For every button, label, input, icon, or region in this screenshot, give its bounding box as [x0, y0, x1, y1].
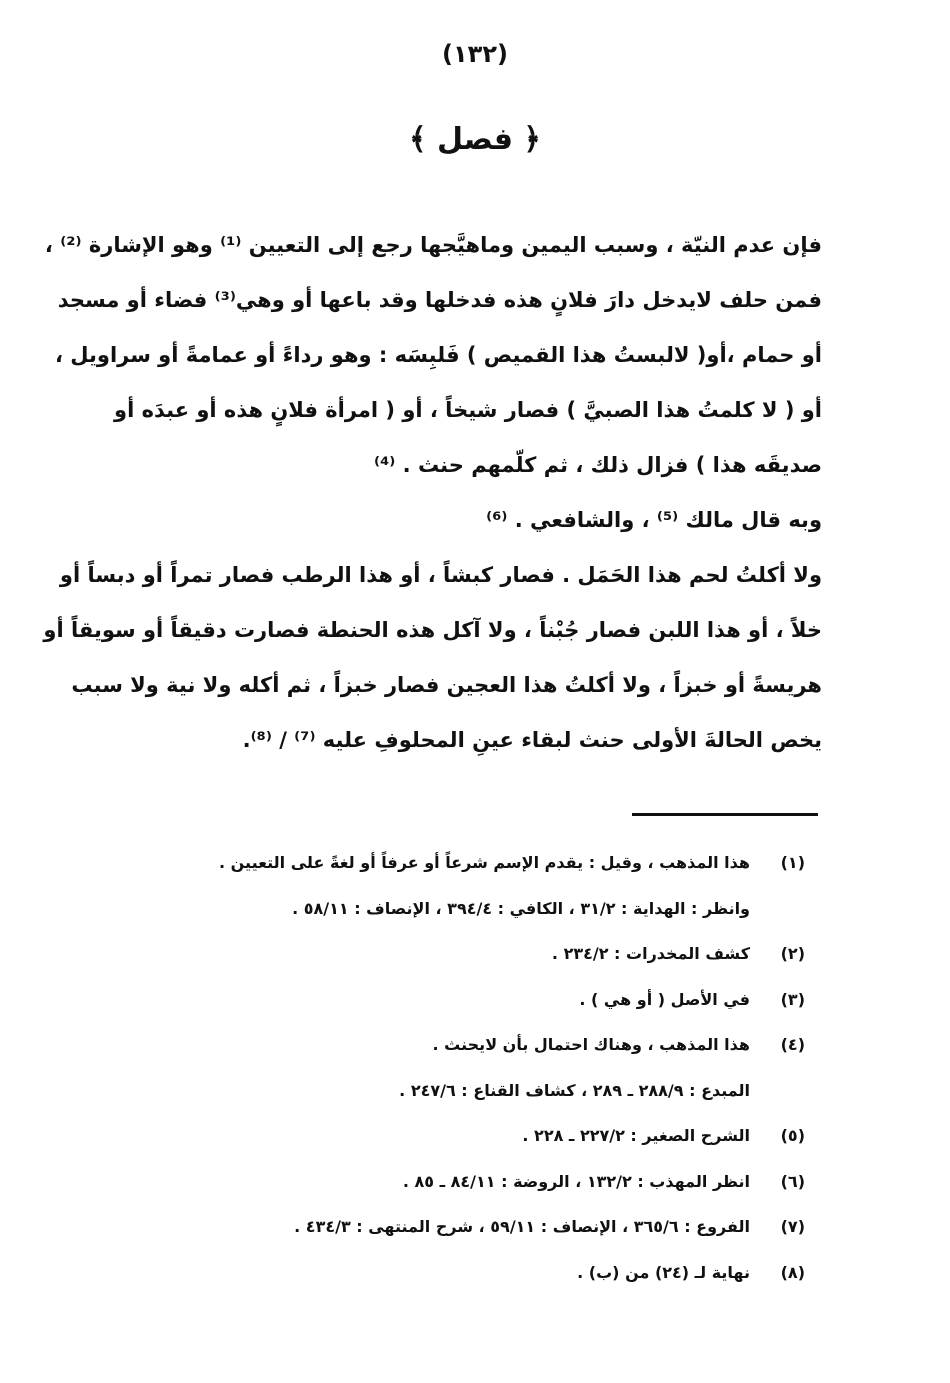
footnote-text: وانظر : الهداية : ٣١/٢ ، الكافي : ٣٩٤/٤ ، الإنصاف : ٥٨/١١ . — [292, 898, 750, 918]
text-line: فمن حلف لايدخل دارَ فلانٍ هذه فدخلها وقد باعها أو وهي⁽³⁾ فضاء أو مسجد — [57, 288, 822, 312]
footnote-row — [185, 1250, 805, 1296]
footnote-text: هذا المذهب ، وقيل : يقدم الإسم شرعاً أو عرفاً أو لغةً على التعيين . — [218, 853, 750, 872]
footnote-text: المبدع : ٢٨٨/٩ ـ ٢٨٩ ، كشاف القناع : ٢٤٧/٦ . — [399, 1080, 750, 1100]
footnote-text: كشف المخدرات : ٢٣٤/٢ . — [551, 944, 750, 963]
footnote-text: في الأصل ( أو هي ) . — [579, 989, 750, 1009]
footnote-text: انظر المهذب : ١٣٢/٢ ، الروضة : ٨٤/١١ ـ ٨٥ . — [402, 1171, 750, 1191]
text-line: خلاً ، أو هذا اللبن فصار جُبْناً ، ولا آكل هذه الحنطة فصارت دقيقاً أو سويقاً أو — [43, 618, 822, 642]
footnote-number: (٨) — [780, 1262, 805, 1282]
footnote-row — [185, 886, 805, 932]
footnote-row — [185, 840, 805, 886]
footnote-text: نهاية لـ (٢٤) من (ب) . — [577, 1262, 750, 1282]
footnote-number: (٦) — [780, 1171, 805, 1191]
footnote-number — [750, 886, 805, 932]
footnotes — [185, 840, 805, 1295]
footnote-row — [185, 1159, 805, 1205]
footnote-row — [185, 1068, 805, 1114]
page-number: (١٣٢) — [442, 40, 508, 68]
text-line: أو ( لا كلمتُ هذا الصبيَّ ) فصار شيخاً ، أو ( امرأة فلانٍ هذه أو عبدَه أو — [114, 398, 822, 422]
section-title: ﴿ فصل ﴾ — [408, 122, 542, 157]
text-line: يخص الحالةَ الأولى حنث لبقاء عينِ المحلوفِ عليه ⁽⁷⁾ / ⁽⁸⁾. — [242, 728, 822, 752]
footnote-number: (٧) — [780, 1217, 805, 1236]
text-line: فإن عدم النيّة ، وسبب اليمين وماهيَّجها رجع إلى التعيين ⁽¹⁾ وهو الإشارة ⁽²⁾ ، — [44, 233, 822, 257]
footnote-number: (٢) — [780, 944, 805, 963]
text-line: ولا أكلتُ لحم هذا الحَمَل . فصار كبشاً ، أو هذا الرطب فصار تمراً أو دبساً أو — [59, 563, 822, 587]
footnote-row — [185, 1022, 805, 1068]
footnote-row — [185, 977, 805, 1023]
main-text — [43, 218, 822, 768]
text-line: هريسةً أو خبزاً ، ولا أكلتُ هذا العجين فصار خبزاً ، ثم أكله ولا نية ولا سبب — [71, 673, 822, 697]
footnote-number: (٤) — [780, 1035, 805, 1054]
footnote-text: هذا المذهب ، وهناك احتمال بأن لايحنث . — [432, 1035, 750, 1054]
footnote-number — [750, 1068, 805, 1114]
footnote-text: الفروع : ٣٦٥/٦ ، الإنصاف : ٥٩/١١ ، شرح المنتهى : ٤٣٤/٣ . — [294, 1217, 750, 1236]
footnote-number: (٣) — [780, 989, 805, 1009]
text-line: وبه قال مالك ⁽⁵⁾ ، والشافعي . ⁽⁶⁾ — [486, 508, 822, 532]
text-line: صديقَه هذا ) فزال ذلك ، ثم كلّمهم حنث . ⁽⁴⁾ — [374, 453, 822, 477]
footnote-text: الشرح الصغير : ٢٢٧/٢ ـ ٢٢٨ . — [522, 1126, 750, 1145]
footnote-row — [185, 1204, 805, 1250]
footnote-row — [185, 931, 805, 977]
footnote-separator — [632, 813, 818, 816]
footnote-row — [185, 1113, 805, 1159]
text-line: أو حمام ،أو( لالبستُ هذا القميص ) فَلبِسَه : وهو رداءً أو عمامةً أو سراويل ، — [54, 343, 822, 367]
footnote-number: (١) — [780, 853, 805, 872]
footnote-number: (٥) — [780, 1126, 805, 1145]
